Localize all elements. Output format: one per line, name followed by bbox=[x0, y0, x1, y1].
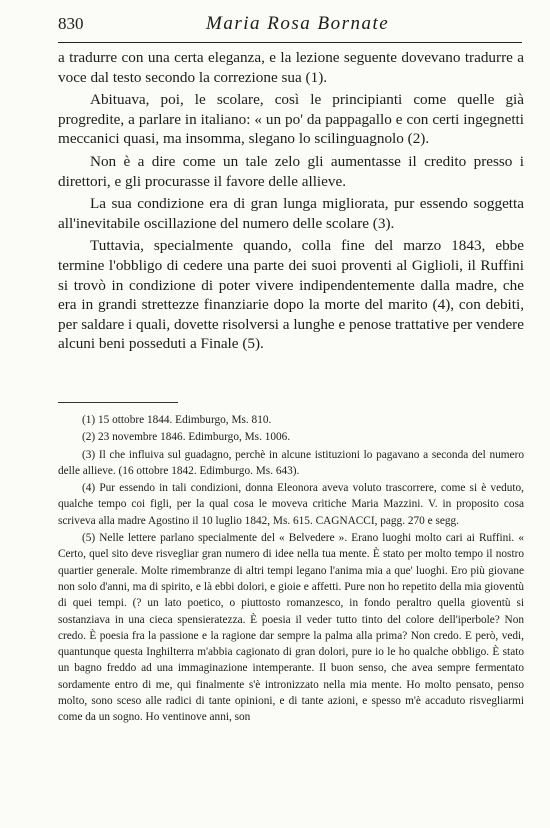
footnote: (2) 23 novembre 1846. Edimburgo, Ms. 1006. bbox=[82, 431, 291, 444]
footnote: (5) Nelle lettere parlano specialmente del « Belvedere ». Erano luoghi molto cari ai Ruffini. « Certo, quel sito deve risvegliar gran numero di idee nella tua mente. È stato per molto tempo il nostro quartier generale. Molte rimembranze di altri tempi legano l'anima mia a que' luoghi. Ero più giovane non solo d'anni, ma di spirito, e là ebbi dolori, e gioie e affetti. Pure non ho repetito della mia gioventù di quei tempi. (? un lato poetico, o piuttosto romanzesco, in fondo peraltro quella gioventù si sostanziava in una cieca spensieratezza. È poesia il veder tutto tinto del colore dell'iperbole? Non credo. È poesia fra la passione e la ragione dar sempre la palma alla prima? Non credo. E però, vedi, quantunque questa Inghilterra m'abbia cagionato di gran dolori, pure io le ho qualche obbligo. È stato un bagno freddo ad una immaginazione intemperante. Il buon senso, che avea sempre fermentato sordamente entro di me, qui finalmente s'è intronizzato nella mia mente. Ho molto pensato, penso molto, sono sceso alle radici di tante opinioni, e di tante azioni, e spesso m'è accaduto risvegliarmi come da un sogno. Ho ventinove anni, son bbox=[58, 532, 524, 724]
paragraph: La sua condizione era di gran lunga migliorata, pur essendo soggetta all'inevitabile oscillazione del numero delle scolare (3). bbox=[58, 195, 524, 232]
footnote-separator bbox=[58, 402, 178, 403]
page-number: 830 bbox=[58, 14, 84, 33]
footnote: (1) 15 ottobre 1844. Edimburgo, Ms. 810. bbox=[82, 414, 272, 426]
page-header bbox=[58, 10, 528, 34]
running-title: Maria Rosa Bornate bbox=[206, 13, 390, 34]
footnotes bbox=[58, 412, 524, 727]
footnote: (4) Pur essendo in tali condizioni, donna Eleonora aveva voluto trascorrere, come si è veduto, qualche tempo coi figli, per la qual cosa le moveva critiche Maria Mazzini. V. in proposito cosa scriveva alla madre Agostino il 10 luglio 1842, Ms. 615. CAGNACCI, pagg. 270 e segg. bbox=[58, 482, 524, 527]
footnote: (3) Il che influiva sul guadagno, perchè in alcune istituzioni lo pagavano a seconda del numero delle allieve. (16 ottobre 1842. Edimburgo. Ms. 643). bbox=[58, 448, 524, 477]
paragraph: Tuttavia, specialmente quando, colla fine del marzo 1843, ebbe termine l'obbligo di cedere una parte dei suoi proventi al Giglioli, il Ruffini si trovò in condizione di poter vivere indipendentemente dalla madre, che era in grandi strettezze finanziarie dopo la morte del marito (4), con debiti, per saldare i quali, dovette risolversi a lunghe e penose trattative per vendere alcuni beni posseduti a Finale (5). bbox=[58, 237, 524, 353]
main-text bbox=[58, 48, 524, 357]
paragraph: Non è a dire come un tale zelo gli aumentasse il credito presso i direttori, e gli procurasse il favore delle allieve. bbox=[58, 152, 524, 190]
paragraph: a tradurre con una certa eleganza, e la lezione seguente dovevano tradurre a voce dal testo secondo la correzione sua (1). bbox=[58, 49, 524, 86]
paragraph: Abituava, poi, le scolare, così le principianti come quelle già progredite, a parlare in italiano: « un po' da pappagallo e con certi ingegnetti meccanici quasi, ma insomma, slegano lo scilinguagnolo (2). bbox=[58, 91, 524, 148]
header-rule bbox=[58, 42, 522, 43]
